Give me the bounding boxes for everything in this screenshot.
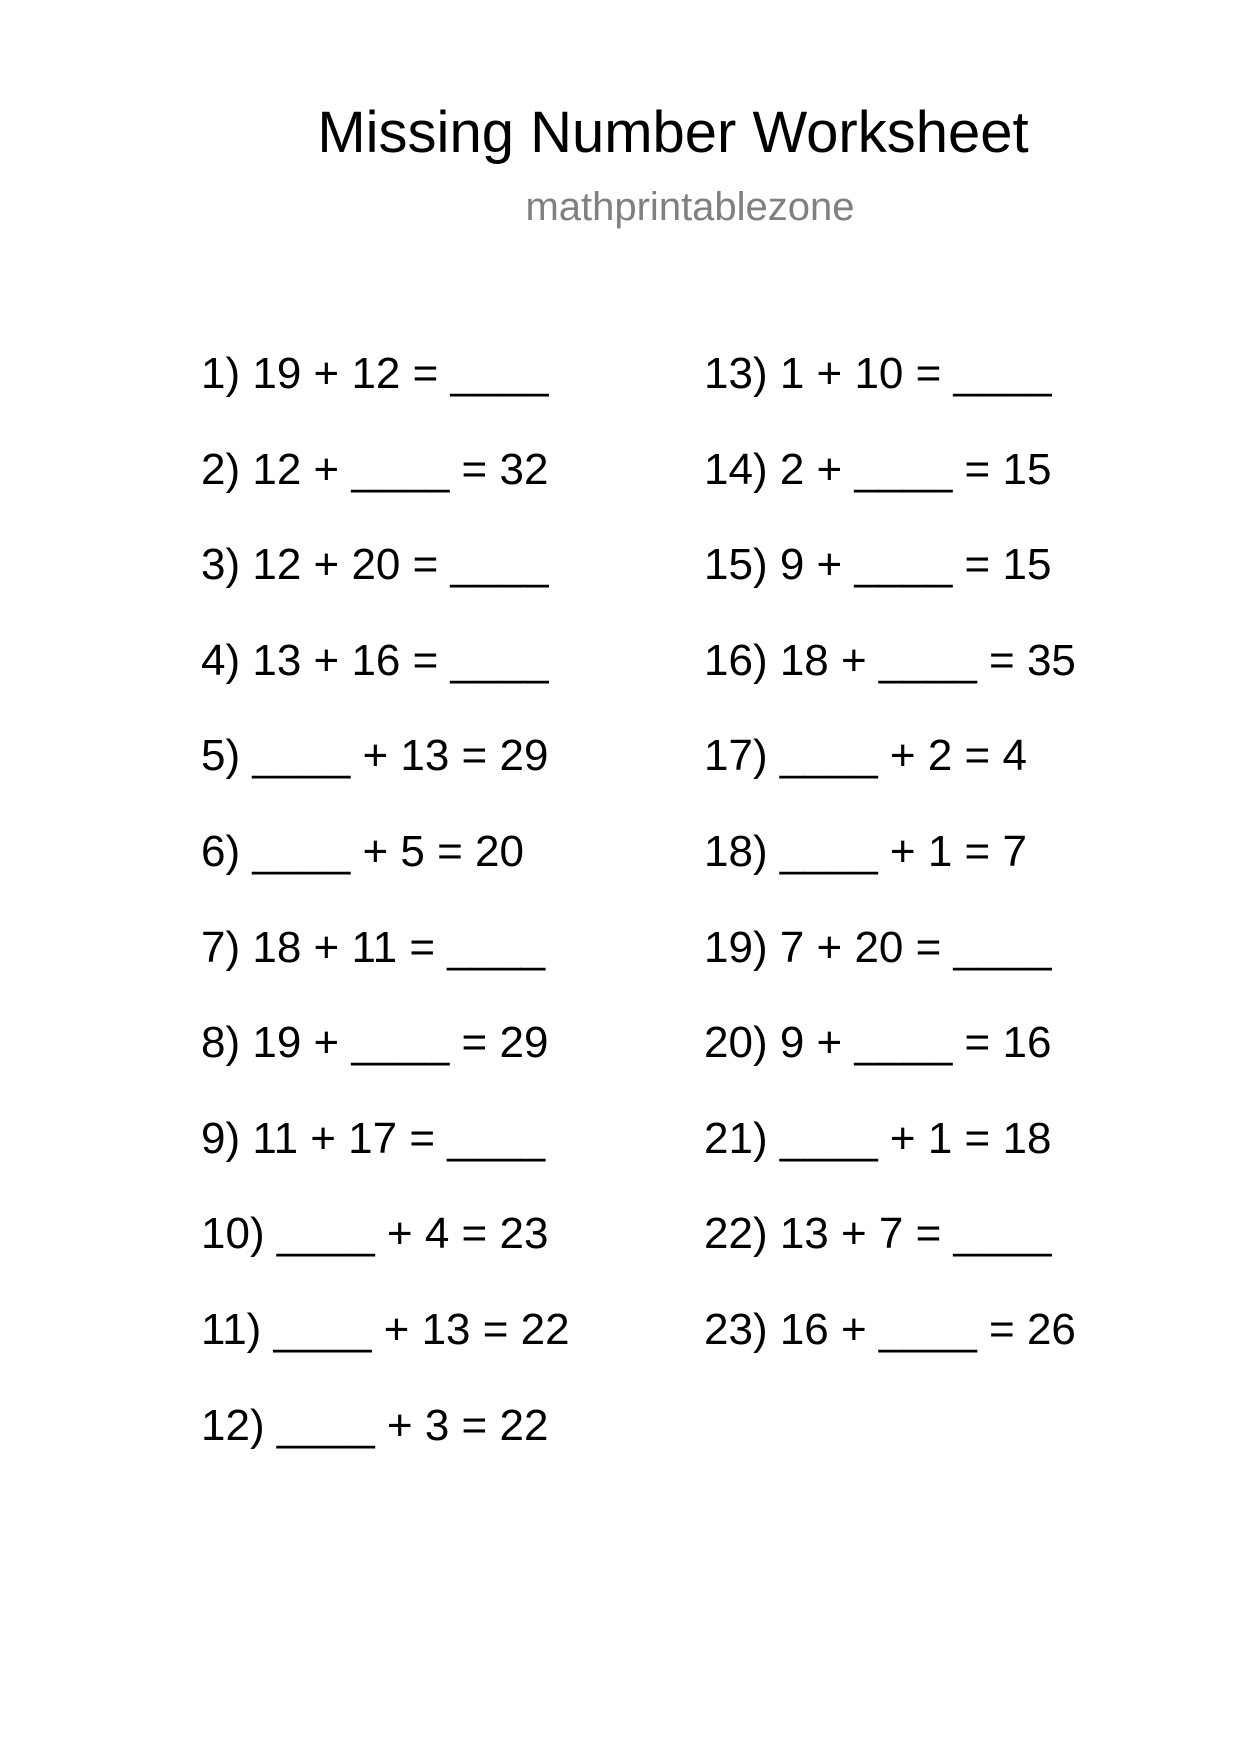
problem-expression: 18 + ____ = 35 [779, 635, 1076, 685]
problem-3 [201, 538, 570, 634]
problem-number: 9) [201, 1113, 241, 1163]
problem-expression: ____ + 4 = 23 [276, 1209, 549, 1259]
problem-column-left [201, 347, 570, 1494]
problem-number: 5) [201, 731, 241, 781]
problem-number: 4) [201, 635, 241, 685]
problem-number: 12) [201, 1400, 265, 1450]
problem-21 [704, 1112, 1076, 1208]
problem-expression: 13 + 7 = ____ [779, 1209, 1052, 1259]
page-title: Missing Number Worksheet [317, 100, 1029, 165]
problem-number: 17) [704, 731, 768, 781]
problem-expression: 7 + 20 = ____ [779, 922, 1052, 972]
problem-18 [704, 825, 1076, 921]
problem-expression: ____ + 13 = 22 [273, 1304, 570, 1354]
problem-9 [201, 1112, 570, 1208]
page-subtitle: mathprintablezone [525, 185, 855, 229]
problem-expression: 18 + 11 = ____ [252, 922, 546, 972]
problem-expression: 9 + ____ = 15 [779, 540, 1052, 590]
problem-expression: 16 + ____ = 26 [779, 1304, 1076, 1354]
problem-expression: ____ + 1 = 18 [779, 1113, 1052, 1163]
problem-number: 1) [201, 349, 241, 398]
problem-7 [201, 921, 570, 1017]
problem-number: 23) [704, 1304, 768, 1354]
problem-20 [704, 1016, 1076, 1112]
problem-number: 13) [704, 349, 768, 398]
problem-number: 10) [201, 1209, 265, 1259]
problem-number: 6) [201, 826, 241, 876]
problem-17 [704, 729, 1076, 825]
problem-number: 8) [201, 1018, 241, 1068]
problem-4 [201, 634, 570, 730]
problem-number: 2) [201, 444, 241, 494]
problem-1 [201, 347, 570, 443]
problem-expression: ____ + 13 = 29 [252, 731, 549, 781]
problem-2 [201, 443, 570, 539]
problem-expression: 13 + 16 = ____ [252, 635, 549, 685]
problem-number: 3) [201, 540, 241, 590]
problem-number: 19) [704, 922, 768, 972]
problem-expression: 1 + 10 = ____ [779, 349, 1052, 398]
problem-10 [201, 1207, 570, 1303]
problem-16 [704, 634, 1076, 730]
problem-expression: 19 + 12 = ____ [252, 349, 549, 398]
problem-number: 7) [201, 922, 241, 972]
problem-number: 21) [704, 1113, 768, 1163]
problem-15 [704, 538, 1076, 634]
problem-expression: ____ + 2 = 4 [779, 731, 1027, 781]
problem-11 [201, 1303, 570, 1399]
problem-expression: 12 + 20 = ____ [252, 540, 549, 590]
problem-number: 20) [704, 1018, 768, 1068]
problem-number: 11) [201, 1304, 262, 1354]
problem-22 [704, 1207, 1076, 1303]
problem-12 [201, 1399, 570, 1495]
problem-column-right [704, 347, 1076, 1399]
problem-expression: 11 + 17 = ____ [252, 1113, 546, 1163]
problem-expression: 19 + ____ = 29 [252, 1018, 549, 1068]
problem-23 [704, 1303, 1076, 1399]
problem-19 [704, 921, 1076, 1017]
problem-number: 22) [704, 1209, 768, 1259]
problem-expression: ____ + 1 = 7 [779, 826, 1027, 876]
problem-8 [201, 1016, 570, 1112]
problem-number: 15) [704, 540, 768, 590]
problem-6 [201, 825, 570, 921]
problem-expression: 12 + ____ = 32 [252, 444, 549, 494]
problem-expression: 2 + ____ = 15 [779, 444, 1052, 494]
problem-number: 14) [704, 444, 768, 494]
problem-expression: 9 + ____ = 16 [779, 1018, 1052, 1068]
problem-number: 16) [704, 635, 768, 685]
problem-expression: ____ + 5 = 20 [252, 826, 524, 876]
problem-14 [704, 443, 1076, 539]
problem-expression: ____ + 3 = 22 [276, 1400, 549, 1450]
problem-number: 18) [704, 826, 768, 876]
problem-5 [201, 729, 570, 825]
problem-13 [704, 347, 1076, 443]
